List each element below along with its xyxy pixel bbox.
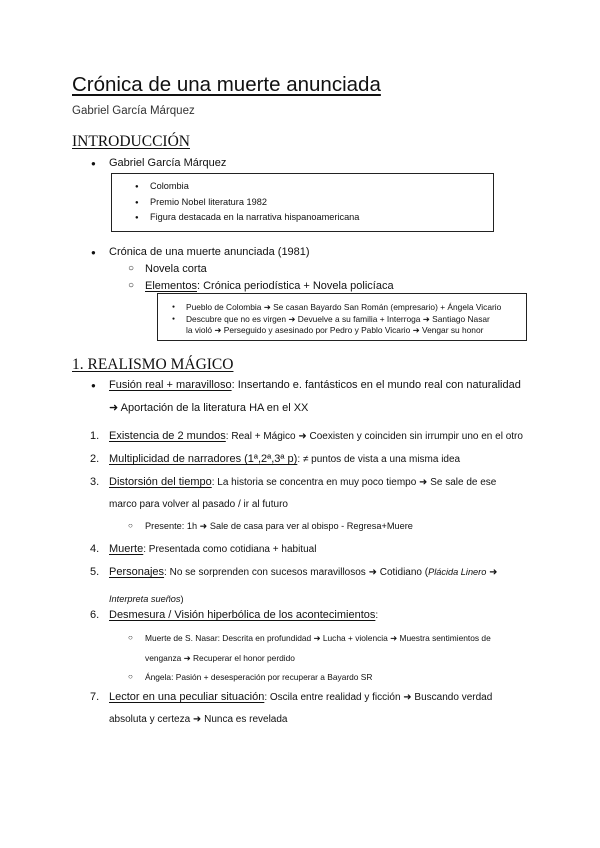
- item-distorsion: [109, 476, 496, 488]
- item-text: : ≠ puntos de vista a una misma idea: [297, 454, 461, 465]
- item-label: Existencia de 2 mundos: [109, 430, 226, 442]
- item-number: 5.: [90, 566, 100, 578]
- heading-introduccion: INTRODUCCIÓN: [72, 133, 190, 150]
- fusion-line2: ➜ Aportación de la literatura HA en el XX: [109, 402, 309, 414]
- heading-realismo-magico: 1. REALISMO MÁGICO: [72, 356, 234, 373]
- item-text-line2: [109, 589, 184, 607]
- item-label: Personajes: [109, 566, 165, 578]
- item-number: 3.: [90, 476, 100, 488]
- fusion-label: Fusión real + maravilloso: [109, 379, 232, 391]
- intro-sub-novela: Novela corta: [145, 263, 207, 275]
- item-text: : Presentada como cotidiana + habitual: [143, 544, 317, 555]
- author-fact: Premio Nobel literatura 1982: [150, 197, 267, 207]
- plot-line: Descubre que no es virgen ➜ Devuelve a su familia + Interroga ➜ Santiago Nasar: [186, 314, 490, 324]
- item-label: Lector en una peculiar situación: [109, 691, 265, 703]
- item-number: 1.: [90, 430, 100, 442]
- item-text: : Oscila entre realidad y ficción ➜ Buscando verdad: [264, 692, 493, 703]
- item-subpoint-line2: venganza ➜ Recuperar el honor perdido: [145, 653, 295, 663]
- author-fact: Figura destacada en la narrativa hispanoamericana: [150, 212, 360, 222]
- circle-bullet-icon: ○: [128, 633, 133, 642]
- circle-bullet-icon: ○: [128, 280, 135, 291]
- item-text: :: [375, 610, 379, 621]
- bullet-icon: ●: [91, 381, 96, 390]
- bullet-icon: ●: [135, 184, 139, 190]
- item-personajes: [109, 566, 498, 578]
- item-text-line2: absoluta y certeza ➜ Nunca es revelada: [109, 714, 288, 725]
- bullet-icon: ●: [172, 316, 176, 322]
- intro-sub-elementos: [145, 280, 394, 292]
- elementos-label: Elementos: [145, 280, 197, 292]
- item-subpoint: Muerte de S. Nasar: Descrita en profundidad ➜ Lucha + violencia ➜ Muestra sentimientos de: [145, 633, 491, 643]
- item-subpoint: Presente: 1h ➜ Sale de casa para ver al obispo - Regresa+Muere: [145, 521, 413, 531]
- item-italic: Interpreta sueños: [109, 594, 181, 604]
- intro-work-item: Crónica de una muerte anunciada (1981): [109, 246, 310, 258]
- item-text: : Real + Mágico ➜ Coexisten y coinciden sin irrumpir uno en el otro: [225, 431, 523, 442]
- item-number: 7.: [90, 691, 100, 703]
- item-label: Muerte: [109, 543, 144, 555]
- item-multiplicidad: [109, 453, 460, 465]
- item-text: ➜: [486, 567, 498, 578]
- item-existencia: [109, 430, 523, 442]
- item-text-line2: marco para volver al pasado / ir al futuro: [109, 499, 288, 510]
- item-number: 4.: [90, 543, 100, 555]
- bullet-icon: ●: [135, 200, 139, 206]
- item-lector: [109, 691, 492, 703]
- document-title: Crónica de una muerte anunciada: [72, 73, 381, 96]
- item-number: 6.: [90, 609, 100, 621]
- circle-bullet-icon: ○: [128, 672, 133, 681]
- intro-author-item: Gabriel García Márquez: [109, 157, 227, 169]
- plot-line: Pueblo de Colombia ➜ Se casan Bayardo San Román (empresario) + Ángela Vicario: [186, 302, 502, 312]
- author-fact: Colombia: [150, 181, 189, 191]
- item-label: Multiplicidad de narradores (1ª,2ª,3ª p): [109, 453, 298, 465]
- item-muerte: [109, 543, 316, 555]
- bullet-icon: ●: [135, 215, 139, 221]
- item-desmesura: [109, 609, 378, 621]
- bullet-icon: ●: [172, 304, 176, 310]
- circle-bullet-icon: ○: [128, 521, 133, 530]
- item-number: 2.: [90, 453, 100, 465]
- document-author: Gabriel García Márquez: [72, 105, 195, 117]
- item-label: Desmesura / Visión hiperbólica de los acontecimientos: [109, 609, 376, 621]
- item-text: : No se sorprenden con sucesos maravillosos ➜ Cotidiano (: [164, 567, 429, 578]
- item-italic: Plácida Linero: [428, 567, 487, 577]
- bullet-icon: ●: [91, 159, 96, 168]
- item-text: : La historia se concentra en muy poco tiempo ➜ Se sale de ese: [211, 477, 497, 488]
- fusion-item: [109, 379, 521, 391]
- plot-line: la violó ➜ Perseguido y asesinado por Pedro y Pablo Vicario ➜ Vengar su honor: [186, 325, 484, 335]
- item-subpoint: Ángela: Pasión + desesperación por recuperar a Bayardo SR: [145, 672, 373, 682]
- fusion-text: : Insertando e. fantásticos en el mundo real con naturalidad: [231, 379, 521, 391]
- bullet-icon: ●: [91, 248, 96, 257]
- elementos-text: : Crónica periodística + Novela policíaca: [196, 280, 394, 292]
- item-text: ): [180, 594, 184, 604]
- item-label: Distorsión del tiempo: [109, 476, 212, 488]
- circle-bullet-icon: ○: [128, 263, 135, 274]
